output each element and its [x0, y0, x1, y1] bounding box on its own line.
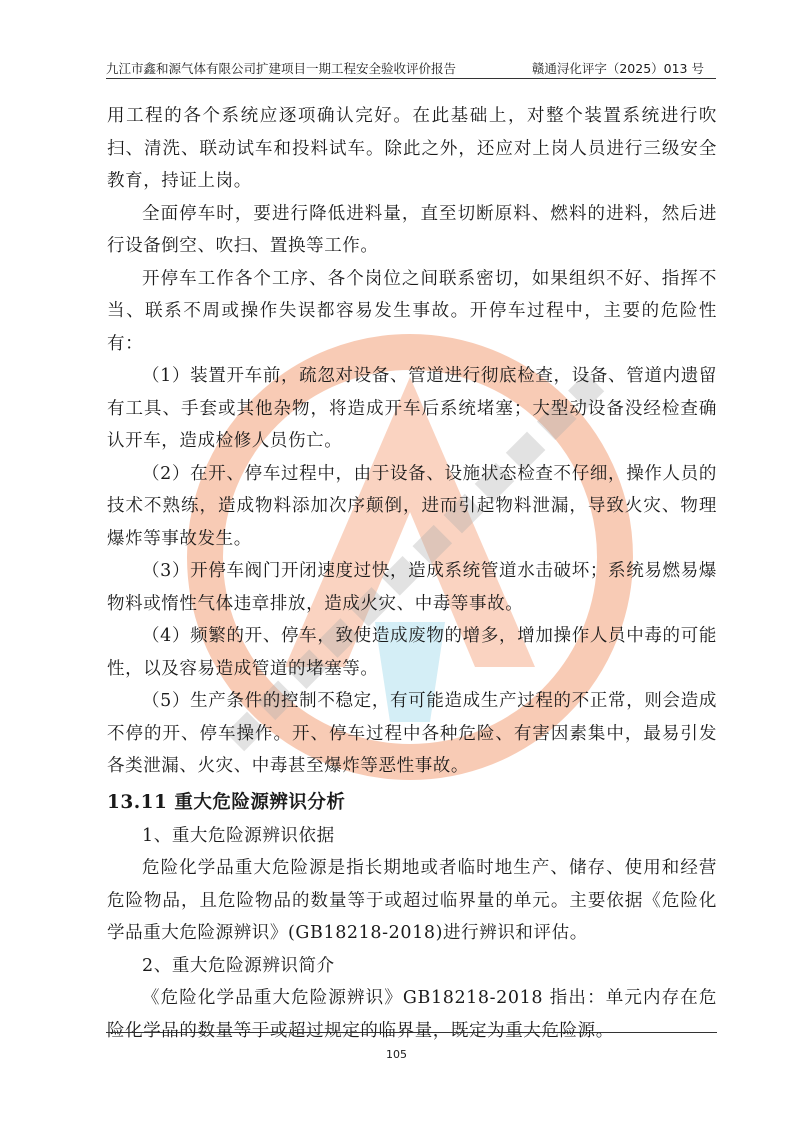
header-report-title: 九江市鑫和源气体有限公司扩建项目一期工程安全验收评价报告 [106, 61, 457, 76]
paragraph-startup-risks: 开停车工作各个工序、各个岗位之间联系密切，如果组织不好、指挥不当、联系不周或操作失误都容易发生事故。开停车过程中，主要的危险性有： [107, 268, 717, 354]
subsection-2-paragraph: 《危险化学品重大危险源辨识》GB18218-2018 指出：单元内存在危险化学品的数量等于或超过规定的临界量，既定为重大危险源。 [107, 988, 717, 1041]
header-report-number: 赣通浔化评字（2025）013 号 [531, 61, 704, 76]
paragraph-shutdown: 全面停车时，要进行降低进料量，直至切断原料、燃料的进料，然后进行设备倒空、吹扫、置换等工作。 [107, 203, 717, 256]
list-item-1: （1）装置开车前，疏忽对设备、管道进行彻底检查，设备、管道内遗留有工具、手套或其他杂物，将造成开车后系统堵塞；大型动设备没经检查确认开车，造成检修人员伤亡。 [107, 366, 717, 451]
list-item-2: （2）在开、停车过程中，由于设备、设施状态检查不仔细，操作人员的技术不熟练，造成物料添加次序颠倒，进而引起物料泄漏，导致火灾、物理爆炸等事故发生。 [107, 463, 717, 549]
subsection-2-title: 2、重大危险源辨识简介 [142, 955, 335, 976]
footer-divider [106, 1032, 717, 1033]
list-item-3: （3）开停车阀门开闭速度过快，造成系统管道水击破坏；系统易燃易爆物料或惰性气体违章排放，造成火灾、中毒等事故。 [107, 561, 717, 614]
section-heading: 13.11 重大危险源辨识分析 [107, 791, 346, 813]
page-number: 105 [386, 1048, 407, 1061]
list-item-4: （4）频繁的开、停车，致使造成废物的增多，增加操作人员中毒的可能性，以及容易造成管道的堵塞等。 [107, 626, 717, 679]
page-header [106, 60, 716, 79]
subsection-1-title: 1、重大危险源辨识依据 [142, 825, 335, 846]
list-item-5: （5）生产条件的控制不稳定，有可能造成生产过程的不正常，则会造成不停的开、停车操作。开、停车过程中各种危险、有害因素集中，最易引发各类泄漏、火灾、中毒甚至爆炸等恶性事故。 [107, 691, 717, 776]
body-content [107, 100, 717, 1047]
paragraph-continuation: 用工程的各个系统应逐项确认完好。在此基础上，对整个装置系统进行吹扫、清洗、联动试车和投料试车。除此之外，还应对上岗人员进行三级安全教育，持证上岗。 [107, 106, 717, 191]
subsection-1-paragraph: 危险化学品重大危险源是指长期地或者临时地生产、储存、使用和经营危险物品，且危险物品的数量等于或超过临界量的单元。主要依据《危险化学品重大危险源辨识》(GB18218-2018)进行辨识和评估。 [107, 858, 717, 943]
